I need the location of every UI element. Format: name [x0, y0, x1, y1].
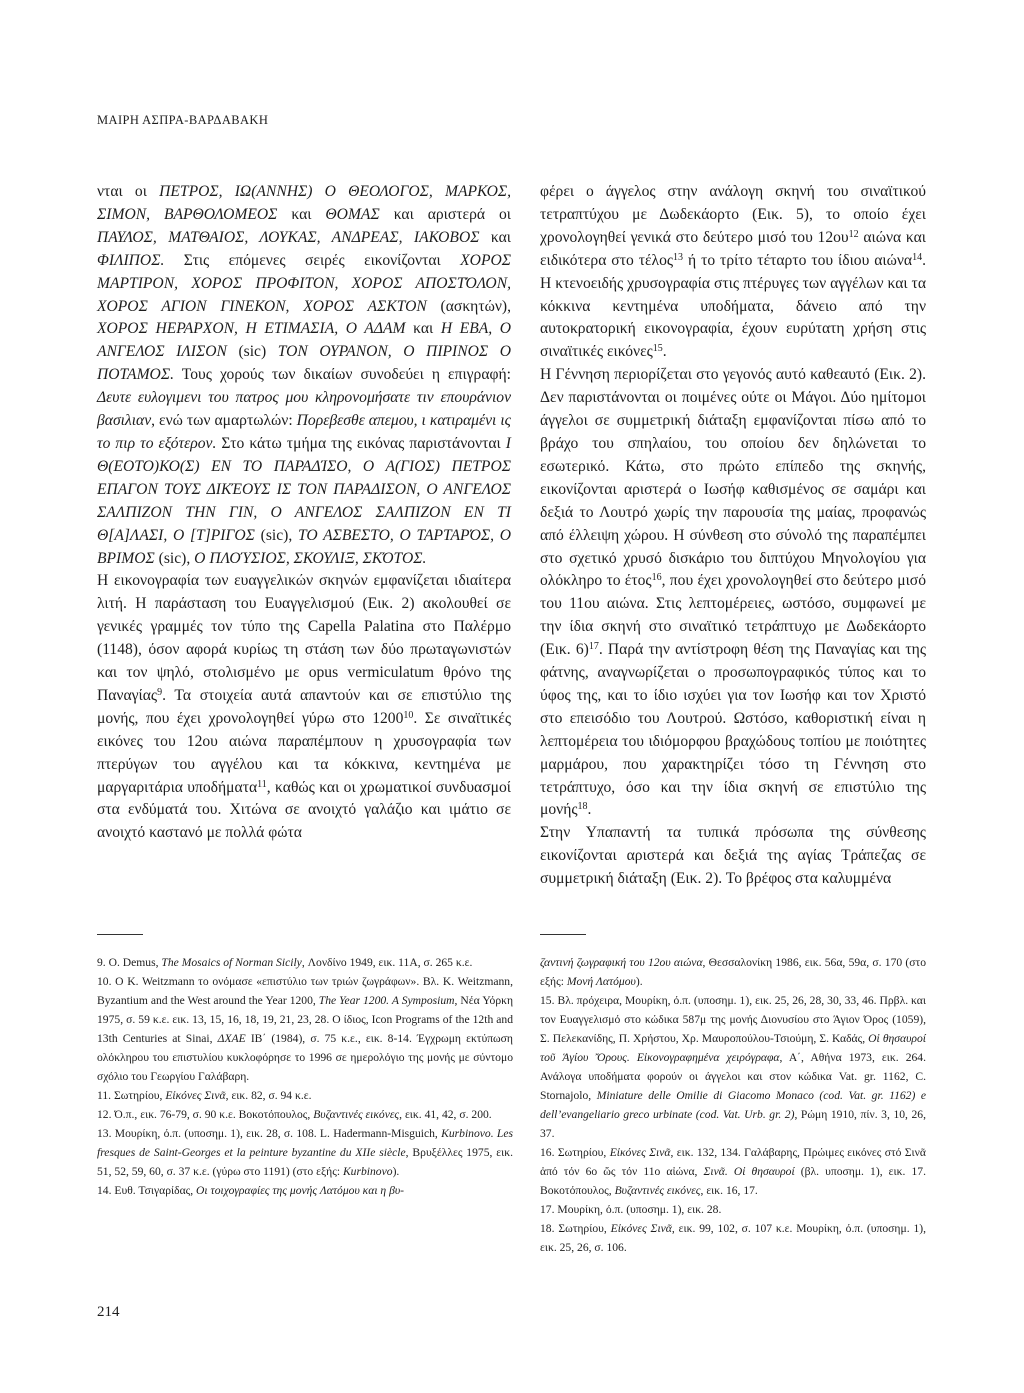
- right-column: [540, 181, 926, 891]
- footnote-ref-11[interactable]: 11: [257, 778, 267, 790]
- page-number: 214: [97, 1304, 120, 1320]
- right-paragraph-2: Η Γέννηση περιορίζεται στο γεγονός αυτό καθεαυτό (Εικ. 2). Δεν παριστάνονται οι ποιμένες ούτε οι Μάγοι. Δύο ημίτομοι άγγελοι σε συμμετρική διάταξη εμφανίζονται πίσω από το βράχο του σπηλαίου, του οποίου δεν δηλώνεται το εσωτερικό. Κάτω, στο πρώτο επίπεδο της σκηνής, εικονίζονται αριστερά ο Ιωσήφ καθισμένος σε σαμάρι και δεξιά το Λουτρό χωρίς την παρουσία της μαίας, προφανώς από έλλειψη χώρου. Η σύνθεση στο σύνολό της παραπέμπει στο σχετικό χρυσό δισκάριο του διπτύχου Μηνολογίου για ολόκληρο το έτος$^{16}$, που έχει χρονολογηθεί στο δεύτερο μισό του 11ου αιώνα. Στις λεπτομέρειες, ωστόσο, συμφωνεί με την ίδια σκηνή στο σιναϊτικό τετράπτυχο με Δωδεκάορτο (Εικ. 6)$^{17}$. Παρά την αντίστροφη θέση της Παναγίας και της φάτνης, αναγνωρίζεται ο προσωπογραφικός τύπος και το ύφος της, και το ίδιο ισχύει για τον Ιωσήφ και τον Χριστό στο επεισόδιο του Λουτρού. Ωστόσο, καθοριστική είναι η λεπτομέρεια του ιδιόμορφου βραχώδους τοπίου με ποιότητες μαρμάρου, που χαρακτηρίζει τόσο τη Γέννηση στο τετράπτυχο, όσο και την ίδια σκηνή σε επιστύλιο της μονής$^{18}$.: [540, 366, 926, 819]
- footnote-14: 14. Ευθ. Τσιγαρίδας, Οι τοιχογραφίες της μονής Λατόμου και η βυ-: [97, 1184, 405, 1197]
- footnote-ref-13[interactable]: 13: [673, 251, 684, 263]
- footnotes-left: [97, 953, 513, 1200]
- left-column: [97, 181, 511, 845]
- footnote-ref-9[interactable]: 9: [157, 686, 163, 698]
- footnote-10: 10. O K. Weitzmann το ονόμασε «επιστύλιο των τριών ζωγράφων». Βλ. K. Weitzmann, Byzantium and the West around the Year 1200, The Year 1200. A Symposium, Νέα Υόρκη 1975, σ. 59 κ.ε. εικ. 13, 15, 16, 18, 19, 21, 23, 28. Ο ίδιος, Icon Programs of the 12th and 13th Centuries at Sinai, ΔΧΑΕ ΙΒ΄ (1984), σ. 75 κ.ε., εικ. 8-14. Έγχρωμη εκτύπωση ολόκληρου του επιστυλίου κυκλοφόρησε το 1996 σε ημερολόγιο της μονής με σύντομο σχόλιο του Γεωργίου Γαλάβαρη.: [97, 975, 514, 1083]
- footnote-ref-15[interactable]: 15: [652, 343, 663, 355]
- footnote-divider-right: [540, 934, 586, 935]
- footnote-14-continued: ζαντινή ζωγραφική του 12ου αιώνα, Θεσσαλονίκη 1986, εικ. 56α, 59α, σ. 170 (στο εξής: Μονή Λατόμου).: [540, 956, 926, 988]
- left-paragraph-2: Η εικονογραφία των ευαγγελικών σκηνών εμφανίζεται ιδιαίτερα λιτή. Η παράσταση του Ευαγγελισμού (Εικ. 2) ακολουθεί σε γενικές γραμμές τον τύπο της Capella Palatina στο Παλέρμο (1148), όσον αφορά κυρίως τη στάση των δύο πρωταγωνιστών και τον ψηλό, στολισμένο με opus vermiculatum θρόνο της Παναγίας$^9$. Τα στοιχεία αυτά απαντούν και σε επιστύλιο της μονής, που έχει χρονολογηθεί γύρω στο 1200$^{10}$. Σε σιναϊτικές εικόνες του 12ου αιώνα παραπέμπουν η χρυσογραφία των πτερύγων του αγγέλου και τα κόκκινα, κεντημένα με μαργαριτάρια υποδήματα$^{11}$, καθώς και οι χρωματικοί συνδυασμοί στα ενδύματά του. Χιτώνα σε ανοιχτό γαλάζιο και ιμάτιο σε ανοιχτό καστανό με πολλά φώτα: [97, 572, 511, 842]
- footnote-9: 9. O. Demus, The Mosaics of Norman Sicily, Λονδίνο 1949, εικ. 11Α, σ. 265 κ.ε.: [97, 956, 473, 969]
- footnote-ref-14[interactable]: 14: [912, 251, 923, 263]
- left-paragraph-1: νται οι ΠΕΤΡΟΣ, ΙΩ(ΑΝΝΗΣ) Ο ΘΕΟΛΟΓΟΣ, ΜΑΡΚΟΣ, ΣΙΜΟΝ, ΒΑΡΘΟΛΟΜΕΟΣ και ΘΟΜΑΣ και αριστερά οι ΠΑΥΛΟΣ, ΜΑΤΘΑΙΟΣ, ΛΟΥΚΑΣ, ΑΝΔΡΕΑΣ, ΙΑΚΟΒΟΣ και ΦΙΛΙΠΟΣ. Στις επόμενες σειρές εικονίζονται ΧΟΡΟΣ ΜΑΡΤΙΡΟΝ, ΧΟΡΟΣ ΠΡΟΦΙΤΟΝ, ΧΟΡΟΣ ΑΠΟΣΤΌΛΟΝ, ΧΟΡΟΣ ΑΓΙΟΝ ΓΙΝΕΚΟΝ, ΧΟΡΟΣ ΑΣΚΤΟΝ (ασκητών), ΧΟΡΟΣ ΗΕΡΑΡΧΟΝ, Η ΕΤΙΜΑΣΙΑ, Ο ΑΔΑΜ και Η ΕΒΑ, Ο ΑΝΓΕΛΟΣ ΙΛΙΣΟΝ (sic) ΤΟΝ ΟΥΡΑΝΟΝ, Ο ΠΙΡΙΝΟΣ Ο ΠΟΤΑΜΟΣ. Τους χορούς των δικαίων συνοδεύει η επιγραφή: Δευτε ευλογιμενι του πατρος μου κληρονομήσατε τιν επουράνιον βασιλιαν, ενώ των αμαρτωλών: Πορεβεσθε απεμου, ι κατιραμένι ις το πιρ το εξότερον. Στο κάτω τμήμα της εικόνας παριστάνονται Ι Θ(ΕΟΤΟ)ΚΟ(Σ) ΕΝ ΤΟ ΠΑΡΑΔΊΣΟ, Ο Α(ΓΙΟΣ) ΠΕΤΡΟΣ ΕΠΑΓΟΝ ΤΟΥΣ ΔΙΚΈΟΥΣ ΙΣ ΤΟΝ ΠΑΡΑΔΙΣΟΝ, Ο ΑΝΓΕΛΟΣ ΣΑΛΠΙΖΟΝ ΤΗΝ ΓΙΝ, Ο ΑΝΓΕΛΟΣ ΣΑΛΠΙΖΟΝ ΕΝ ΤΙ Θ[Α]ΛΑΣΙ, Ο [Τ]ΡΙΓΟΣ (sic), ΤΟ ΑΣΒΕΣΤΟ, Ο ΤΑΡΤΑΡΌΣ, Ο ΒΡΙΜΟΣ (sic), Ο ΠΛΟΎΣΙΟΣ, ΣΚΟΥΛΙΞ, ΣΚΌΤΟΣ.: [97, 183, 512, 567]
- footnote-16: 16. Σωτηρίου, Εἰκόνες Σινᾶ, εικ. 132, 134. Γαλάβαρης, Πρώιμες εικόνες στό Σινᾶ ἀπό τόν 6ο ὥς τόν 11ο αἰώνα, Σινᾶ. Οἱ θησαυροί (βλ. υποσημ. 1), εικ. 17. Βοκοτόπουλος, Βυζαντινές εικόνες, εικ. 16, 17.: [540, 1146, 926, 1197]
- footnote-ref-18[interactable]: 18: [577, 801, 588, 813]
- footnotes-right: [540, 953, 926, 1257]
- footnote-ref-16[interactable]: 16: [651, 572, 662, 584]
- footnote-17: 17. Μουρίκη, ό.π. (υποσημ. 1), εικ. 28.: [540, 1203, 722, 1216]
- footnote-18: 18. Σωτηρίου, Εἰκόνες Σινᾶ, εικ. 99, 102, σ. 107 κ.ε. Μουρίκη, ό.π. (υποσημ. 1), εικ. 25, 26, σ. 106.: [540, 1222, 927, 1254]
- right-paragraph-1: φέρει ο άγγελος στην ανάλογη σκηνή του σιναϊτικού τετραπτύχου με Δωδεκάορτο (Εικ. 5), το οποίο έχει χρονολογηθεί γενικά στο δεύτερο μισό του $12o\upsilon^{12}$ αιώνα και ειδικότερα στο τέλος$^{13}$ ή το τρίτο τέταρτο του ίδιου αιώνα$^{14}$. Η κτενοειδής χρυσογραφία στις πτέρυγες των αγγέλων και τα κόκκινα κεντημένα υποδήματα, δάνειο από την αυτοκρατορική εικονογραφία, έχουν ευρύτατη χρήση στις σιναϊτικές εικόνες$^{15}$.: [540, 183, 927, 361]
- footnote-ref-10[interactable]: 10: [403, 709, 414, 721]
- footnote-15: 15. Βλ. πρόχειρα, Μουρίκη, ό.π. (υποσημ. 1), εικ. 25, 26, 28, 30, 33, 46. Πρβλ. και τον Ευαγγελισμό στο κώδικα 587μ της μονής Διονυσίου στο Άγιον Όρος (1059), Σ. Πελεκανίδης, Π. Χρήστου, Χρ. Μαυροπούλου-Τσιούμη, Σ. Καδάς, Οἱ θησαυροί τοῦ Ἁγίου Ὄρους. Εἰκονογραφημένα χειρόγραφα, Α΄, Αθήνα 1973, εικ. 264. Ανάλογα υποδήματα φορούν οι άγγελοι και στον κώδικα Vat. gr. 1162, C. Stornajolo, Miniature delle Omilie di Giacomo Monaco (cod. Vat. gr. 1162) e dell’evangeliario greco urbinate (cod. Vat. Urb. gr. 2), Ρώμη 1910, πίν. 3, 10, 26, 37.: [540, 994, 926, 1140]
- footnote-11: 11. Σωτηρίου, Εἰκόνες Σινᾶ, εικ. 82, σ. 94 κ.ε.: [97, 1089, 312, 1102]
- footnote-ref-12[interactable]: 12: [848, 228, 859, 240]
- footnote-12: 12. Ό.π., εικ. 76-79, σ. 90 κ.ε. Βοκοτόπουλος, Βυζαντινές εικόνες, εικ. 41, 42, σ. 200.: [97, 1108, 492, 1121]
- footnote-divider-left: [97, 934, 143, 935]
- right-paragraph-3: Στην Υπαπαντή τα τυπικά πρόσωπα της σύνθεσης εικονίζονται αριστερά και δεξιά της αγίας Τράπεζας σε συμμετρική διάταξη (Εικ. 2). Το βρέφος στα καλυμμένα: [540, 824, 926, 888]
- running-header: ΜΑΙΡΗ ΑΣΠΡΑ-ΒΑΡΔΑΒΑΚΗ: [97, 113, 269, 127]
- footnote-ref-17[interactable]: 17: [588, 641, 599, 653]
- footnote-13: 13. Μουρίκη, ό.π. (υποσημ. 1), εικ. 28, σ. 108. L. Hadermann-Misguich, Kurbinovo. Les fresques de Saint-Georges et la peinture byzantine du XIIe siècle, Βρυξέλλες 1975, εικ. 51, 52, 59, 60, σ. 37 κ.ε. (γύρω στο 1191) (στο εξής: Kurbinovo).: [97, 1127, 514, 1178]
